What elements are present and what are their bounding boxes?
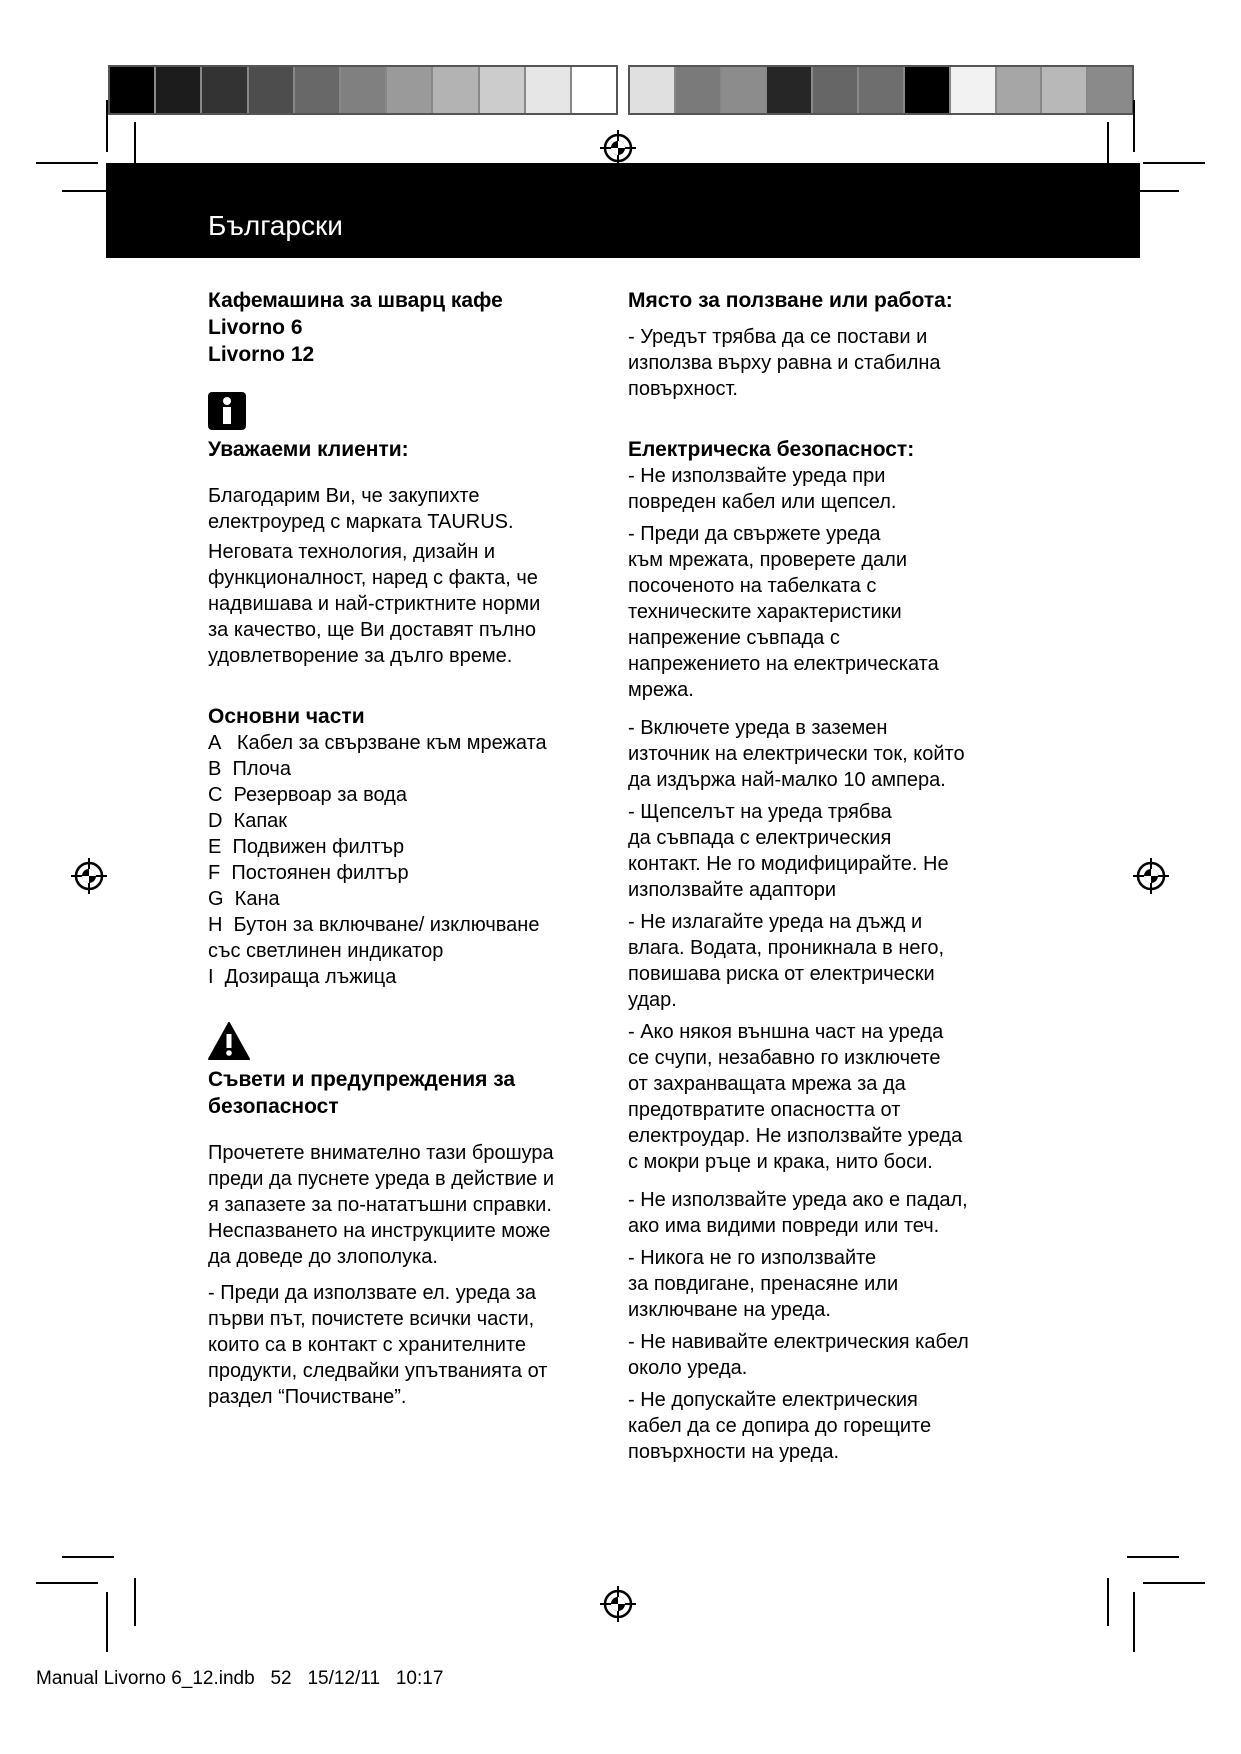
- color-swatch: [247, 67, 293, 113]
- info-icon: [208, 392, 246, 430]
- color-swatch: [154, 67, 200, 113]
- list-item: H Бутон за включване/ изключване: [208, 914, 540, 936]
- text-line: раздел “Почистване”.: [208, 1386, 407, 1408]
- text-line: Неспазването на инструкциите може: [208, 1220, 551, 1242]
- text-line: кабел да се допира до горещите: [628, 1415, 932, 1437]
- section-heading: Уважаеми клиенти:: [208, 438, 409, 461]
- crop-mark: [134, 1578, 136, 1626]
- text-line: - Щепселът на уреда трябва: [628, 801, 892, 823]
- text-line: функционалност, наред с факта, че: [208, 567, 538, 589]
- text-line: - Преди да използвате ел. уреда за: [208, 1282, 537, 1304]
- color-swatch: [1040, 67, 1086, 113]
- text-line: източник на електрически ток, който: [628, 743, 965, 765]
- text-line: използвайте адаптори: [628, 879, 837, 901]
- text-line: мрежа.: [628, 679, 694, 701]
- crop-mark: [1127, 1556, 1179, 1558]
- text-line: удовлетворение за дълго време.: [208, 645, 513, 667]
- text-line: с мокри ръце и крака, нито боси.: [628, 1151, 933, 1173]
- text-line: използва върху равна и стабилна: [628, 352, 941, 374]
- text-line: - Преди да свържете уреда: [628, 523, 881, 545]
- color-swatch: [339, 67, 385, 113]
- text-line: техническите характеристики: [628, 601, 902, 623]
- crop-mark: [1107, 1578, 1109, 1626]
- color-swatch: [903, 67, 949, 113]
- text-line: които са в контакт с хранителните: [208, 1334, 526, 1356]
- color-swatch: [478, 67, 524, 113]
- color-bar-left: [108, 65, 618, 115]
- crop-mark: [36, 1582, 98, 1584]
- text-line: повърхности на уреда.: [628, 1441, 840, 1463]
- registration-target-icon: [598, 1584, 638, 1624]
- product-title-line: Livorno 12: [208, 343, 315, 366]
- paragraph: [628, 463, 1028, 515]
- paragraph: [208, 539, 598, 669]
- paragraph: [208, 1140, 598, 1270]
- paragraph: [628, 715, 1028, 793]
- list-item: I Дозираща лъжица: [208, 966, 397, 988]
- text-line: - Не навивайте електрическия кабел: [628, 1331, 969, 1353]
- registration-target-icon: [69, 856, 109, 896]
- list-item: със светлинен индикатор: [208, 940, 444, 962]
- text-line: влага. Водата, проникнала в него,: [628, 937, 945, 959]
- paragraph: [628, 799, 1028, 903]
- product-title-line: Livorno 6: [208, 316, 303, 339]
- paragraph: [628, 1019, 1028, 1175]
- text-line: повърхност.: [628, 378, 738, 400]
- list-item: E Подвижен филтър: [208, 836, 405, 858]
- paragraph: [628, 909, 1028, 1013]
- color-swatch: [200, 67, 246, 113]
- text-line: ако има видими повреди или теч.: [628, 1215, 940, 1237]
- color-swatch: [524, 67, 570, 113]
- text-line: преди да пуснете уреда в действие и: [208, 1168, 554, 1190]
- list-item: D Капак: [208, 810, 288, 832]
- color-swatch: [995, 67, 1041, 113]
- text-line: електроудар. Не използвайте уреда: [628, 1125, 963, 1147]
- text-line: посоченото на табелката с: [628, 575, 877, 597]
- crop-mark: [36, 162, 98, 164]
- text-line: Благодарим Ви, че закупихте: [208, 485, 480, 507]
- paragraph: [628, 1245, 1028, 1323]
- color-swatch: [949, 67, 995, 113]
- text-line: - Никога не го използвайте: [628, 1247, 877, 1269]
- color-swatch: [811, 67, 857, 113]
- text-line: се счупи, незабавно го изключете: [628, 1047, 941, 1069]
- color-swatch: [857, 67, 903, 113]
- crop-mark: [106, 100, 108, 152]
- page-title: Български: [208, 210, 343, 241]
- text-line: напрежението на електрическата: [628, 653, 939, 675]
- color-swatch: [765, 67, 811, 113]
- text-line: надвишава и най-стриктните норми: [208, 593, 541, 615]
- text-line: към мрежата, проверете дали: [628, 549, 907, 571]
- text-line: за качество, ще Ви доставят пълно: [208, 619, 537, 641]
- color-swatch: [674, 67, 720, 113]
- warning-icon: [208, 1022, 250, 1060]
- list-item: C Резервоар за вода: [208, 784, 407, 806]
- paragraph: [628, 521, 1028, 703]
- paragraph: [628, 1187, 1028, 1239]
- crop-mark: [1143, 162, 1205, 164]
- text-line: - Включете уреда в заземен: [628, 717, 888, 739]
- text-line: контакт. Не го модифицирайте. Не: [628, 853, 949, 875]
- text-line: Прочетете внимателно тази брошура: [208, 1142, 554, 1164]
- text-line: я запазете за по-нататъшни справки.: [208, 1194, 552, 1216]
- list-item: A Кабел за свързване към мрежата: [208, 732, 547, 754]
- text-line: продукти, следвайки упътванията от: [208, 1360, 548, 1382]
- text-line: да издържа най-малко 10 ампера.: [628, 769, 946, 791]
- text-line: - Уредът трябва да се постави и: [628, 326, 928, 348]
- text-line: удар.: [628, 989, 677, 1011]
- list-item: B Плоча: [208, 758, 291, 780]
- paragraph: [628, 1329, 1028, 1381]
- paragraph: [208, 483, 598, 535]
- text-line: изключване на уреда.: [628, 1299, 831, 1321]
- text-line: предотвратите опасността от: [628, 1099, 901, 1121]
- section-heading: Основни части: [208, 705, 365, 728]
- color-swatch: [385, 67, 431, 113]
- section-heading: Място за ползване или работа:: [628, 289, 953, 312]
- product-title: [208, 287, 598, 368]
- crop-mark: [62, 1556, 114, 1558]
- left-column: [208, 287, 598, 1410]
- crop-mark: [1133, 1592, 1135, 1652]
- crop-mark: [106, 1592, 108, 1652]
- list-item: F Постоянен филтър: [208, 862, 409, 884]
- parts-list: [208, 730, 598, 990]
- text-line: - Не излагайте уреда на дъжд и: [628, 911, 923, 933]
- list-item: G Кана: [208, 888, 280, 910]
- color-bar-right: [628, 65, 1134, 115]
- text-line: около уреда.: [628, 1357, 748, 1379]
- heading-line: Съвети и предупреждения за: [208, 1068, 516, 1091]
- text-line: електроуред с марката TAURUS.: [208, 511, 514, 533]
- text-line: от захранващата мрежа за да: [628, 1073, 906, 1095]
- text-line: повишава риска от електрически: [628, 963, 935, 985]
- color-swatch: [720, 67, 766, 113]
- paragraph: [628, 324, 1028, 402]
- text-line: Неговата технология, дизайн и: [208, 541, 496, 563]
- section-heading: [208, 1066, 598, 1120]
- color-swatch: [293, 67, 339, 113]
- section-heading: Електрическа безопасност:: [628, 438, 915, 461]
- text-line: да съвпада с електрическия: [628, 827, 892, 849]
- print-slug: Manual Livorno 6_12.indb 52 15/12/11 10:17: [36, 1668, 444, 1689]
- crop-mark: [1133, 100, 1135, 152]
- registration-target-icon: [1131, 856, 1171, 896]
- color-swatch: [570, 67, 616, 113]
- text-line: - Не допускайте електрическия: [628, 1389, 918, 1411]
- color-swatch: [431, 67, 477, 113]
- paragraph: [208, 1280, 598, 1410]
- registration-target-icon: [598, 128, 638, 168]
- crop-mark: [1143, 1582, 1205, 1584]
- right-column: [628, 287, 1028, 1471]
- product-title-line: Кафемашина за шварц кафе: [208, 289, 503, 312]
- heading-line: безопасност: [208, 1095, 339, 1118]
- text-line: напрежение съвпада с: [628, 627, 840, 649]
- text-line: да доведе до злополука.: [208, 1246, 438, 1268]
- color-swatch: [110, 67, 154, 113]
- text-line: повреден кабел или щепсел.: [628, 491, 897, 513]
- text-line: - Ако някоя външна част на уреда: [628, 1021, 944, 1043]
- color-swatch: [630, 67, 674, 113]
- text-line: - Не използвайте уреда ако е падал,: [628, 1189, 968, 1211]
- paragraph: [628, 1387, 1028, 1465]
- text-line: първи път, почистете всички части,: [208, 1308, 535, 1330]
- electrical-safety-list: [628, 463, 1028, 1465]
- color-swatch: [1086, 67, 1132, 113]
- text-line: за повдигане, пренасяне или: [628, 1273, 899, 1295]
- text-line: - Не използвайте уреда при: [628, 465, 886, 487]
